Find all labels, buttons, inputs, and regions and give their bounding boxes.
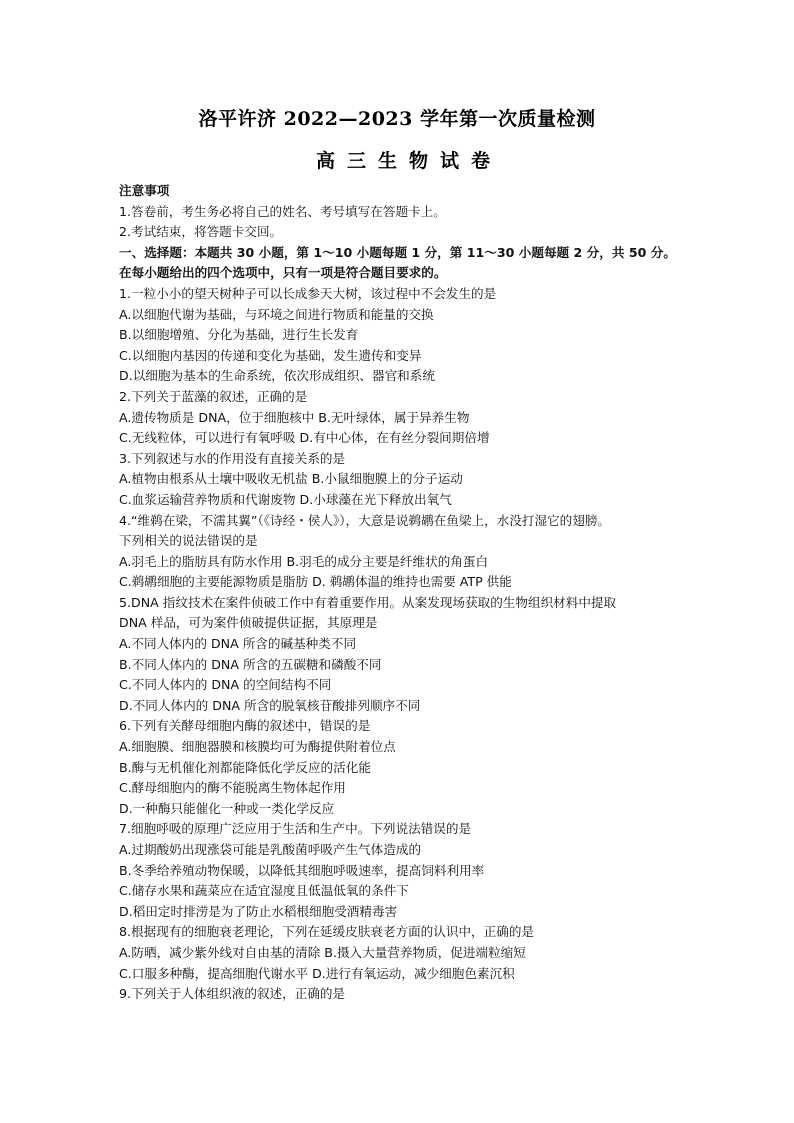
- question-line: B.冬季给养殖动物保暖，以降低其细胞呼吸速率，提高饲料利用率: [119, 862, 485, 878]
- question-line: A.不同人体内的 DNA 所含的碱基种类不同: [119, 636, 357, 652]
- exam-title: 洛平许济 2022—2023 学年第一次质量检测: [198, 108, 596, 130]
- question-stem: 2.下列关于蓝藻的叙述，正确的是: [119, 388, 308, 404]
- question-stem: 9.下列关于人体组织液的叙述，正确的是: [119, 986, 346, 1002]
- question-stem: 4.“维鹈在梁，不濡其翼”（《诗经・侯人》），大意是说鹈鹕在鱼梁上，水没打湿它的翅膀。: [119, 512, 611, 528]
- question-list: [119, 284, 699, 1005]
- question-line: D.以细胞为基本的生命系统，依次形成组织、器官和系统: [119, 368, 435, 384]
- question-line: DNA 样品，可为案件侦破提供证据，其原理是: [119, 615, 378, 631]
- question-line: C.酵母细胞内的酶不能脱离生物体起作用: [119, 780, 346, 796]
- exam-subtitle: 高三生物试卷: [315, 150, 502, 172]
- question-line: 下列相关的说法错误的是: [119, 533, 258, 549]
- question-line: A.细胞膜、细胞器膜和核膜均可为酶提供附着位点: [119, 739, 396, 755]
- question-line: C.口服多种酶，提高细胞代谢水平 D.进行有氧运动，减少细胞色素沉积: [119, 965, 515, 981]
- question-line: A.过期酸奶出现涨袋可能是乳酸菌呼吸产生气体造成的: [119, 842, 422, 857]
- question-line: C.无线粒体，可以进行有氧呼吸 D.有中心体，在有丝分裂间期倍增: [119, 430, 490, 446]
- question-line: D.不同人体内的 DNA 所含的脱氧核苷酸排列顺序不同: [119, 697, 421, 713]
- notice-item: 2.考试结束，将答题卡交回。: [119, 224, 283, 240]
- question-line: C.不同人体内的 DNA 的空间结构不同: [119, 677, 332, 693]
- question-line: C.血浆运输营养物质和代谢废物 D.小球藻在光下释放出氧气: [119, 491, 452, 507]
- question-stem: 3.下列叙述与水的作用没有直接关系的是: [119, 450, 346, 466]
- question-line: A.植物由根系从土壤中吸收无机盐 B.小鼠细胞膜上的分子运动: [119, 471, 463, 487]
- question-line: B.不同人体内的 DNA 所含的五碳糖和磷酸不同: [119, 656, 382, 672]
- question-line: D.一种酶只能催化一种或一类化学反应: [119, 800, 335, 816]
- question-stem: 8.根据现有的细胞衰老理论，下列在延缓皮肤衰老方面的认识中，正确的是: [119, 924, 535, 940]
- exam-content: [119, 181, 699, 1005]
- question-line: B.以细胞增殖、分化为基础，进行生长发育: [119, 327, 359, 343]
- question-line: A.遗传物质是 DNA，位于细胞核中 B.无叶绿体，属于异养生物: [119, 409, 470, 425]
- question-line: A.防晒，减少紫外线对自由基的清除 B.摄入大量营养物质，促进端粒缩短: [119, 944, 526, 960]
- section-instruction: 在每小题给出的四个选项中，只有一项是符合题目要求的。: [119, 265, 447, 281]
- question-line: A.羽毛上的脂肪具有防水作用 B.羽毛的成分主要是纤维状的角蛋白: [119, 553, 489, 569]
- question-stem: 1.一粒小小的望天树种子可以长成参天大树，该过程中不会发生的是: [119, 285, 497, 301]
- question-stem: 7.细胞呼吸的原理广泛应用于生活和生产中。下列说法错误的是: [119, 821, 472, 837]
- question-stem: 5.DNA 指纹技术在案件侦破工作中有着重要作用。从案发现场获取的生物组织材料中提取: [119, 594, 617, 610]
- question-line: A.以细胞代谢为基础，与环境之间进行物质和能量的交换: [119, 306, 434, 322]
- notice-heading: 注意事项: [119, 183, 170, 198]
- question-stem: 6.下列有关酵母细胞内酶的叙述中，错误的是: [119, 718, 371, 734]
- question-line: C.储存水果和蔬菜应在适宜湿度且低温低氧的条件下: [119, 883, 409, 899]
- question-line: D.稻田定时排涝是为了防止水稻根细胞受酒精毒害: [119, 903, 398, 919]
- question-line: C.鹈鹕细胞的主要能源物质是脂肪 D. 鹈鹕体温的维持也需要 ATP 供能: [119, 574, 512, 590]
- section-instruction: 一、选择题：本题共 30 小题，第 1～10 小题每题 1 分，第 11～30 小题每题 2 分，共 50 分。: [119, 244, 676, 260]
- question-line: B.酶与无机催化剂都能降低化学反应的活化能: [119, 759, 371, 775]
- question-line: C.以细胞内基因的传递和变化为基础，发生遗传和变异: [119, 347, 422, 363]
- notice-item: 1.答卷前，考生务必将自己的姓名、考号填写在答题卡上。: [119, 203, 446, 219]
